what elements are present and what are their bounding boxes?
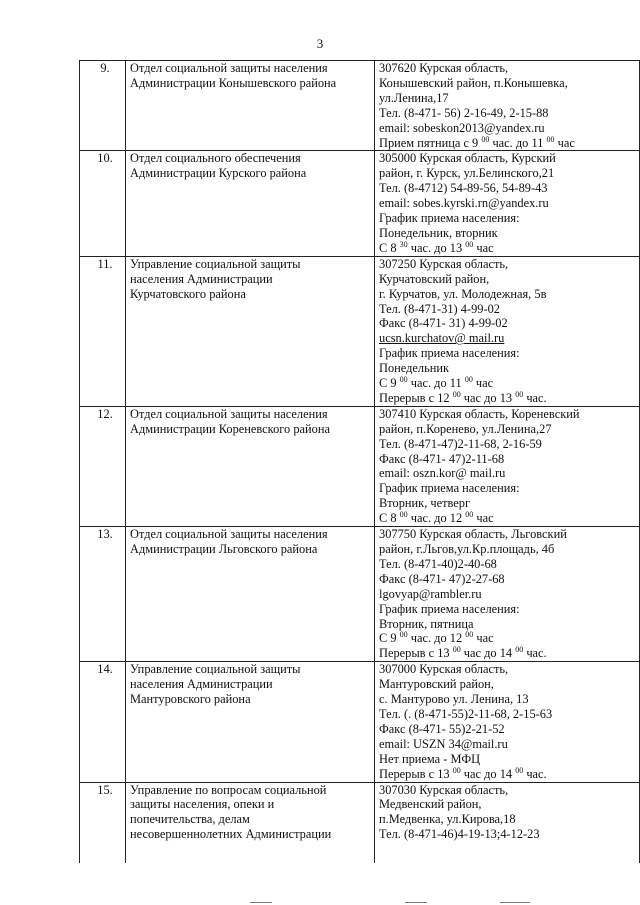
organization-name-line: Управление социальной защиты <box>130 662 301 677</box>
contact-details <box>375 406 640 526</box>
contact-line: С 9 $^{00}$ час. до 11 $^{00}$ час <box>379 375 494 391</box>
organization-name-line: Отдел социальной защиты населения <box>130 527 328 542</box>
organization-name-line: несовершеннолетних Администрации <box>130 827 332 842</box>
organization-name <box>126 256 375 406</box>
contact-line: Перерыв с 12 $^{00}$ час до 13 $^{00}$ час. <box>379 389 547 405</box>
row-number: 11. <box>80 256 126 406</box>
organization-name-line: Администрации Льговского района <box>130 542 318 556</box>
contact-line: График приема населения: <box>379 481 520 496</box>
contact-line: С 8 $^{00}$ час. до 12 $^{00}$ час <box>379 510 494 526</box>
row-number: 13. <box>80 527 126 662</box>
table-row <box>80 61 640 151</box>
contact-line: С 9 $^{00}$ час. до 12 $^{00}$ час <box>379 630 494 646</box>
row-number: 12. <box>80 406 126 526</box>
contact-details <box>375 61 640 151</box>
contact-line: район, г. Курск, ул.Белинского,21 <box>379 166 555 181</box>
contact-line: Понедельник <box>379 361 450 376</box>
contacts-table <box>79 60 640 863</box>
contact-line: Тел. (8-471-47)2-11-68, 2-16-59 <box>379 436 542 451</box>
scan-mark <box>405 902 427 903</box>
contact-line: График приема населения: <box>379 346 520 361</box>
organization-name <box>126 61 375 151</box>
organization-name-line: Мантуровского района <box>130 692 251 707</box>
organization-name <box>126 782 375 863</box>
contact-line: lgovyap@rambler.ru <box>379 586 482 601</box>
contact-line: с. Мантурово ул. Ленина, 13 <box>379 692 529 707</box>
contact-line: Факс (8-471- 47)2-11-68 <box>379 451 505 466</box>
table-row <box>80 256 640 406</box>
contact-line: Факс (8-471- 47)2-27-68 <box>379 571 505 586</box>
contact-line: Тел. (8-4712) 54-89-56, 54-89-43 <box>379 181 548 196</box>
contact-line: График приема населения: <box>379 601 520 616</box>
contact-line: 307620 Курская область, <box>379 61 509 75</box>
contact-line: район, п.Коренево, ул.Ленина,27 <box>379 421 552 436</box>
contact-line: email: USZN 34@mail.ru <box>379 736 508 751</box>
contact-line: ucsn.kurchatov@ mail.ru <box>379 331 505 346</box>
contact-line: район, г.Льгов,ул.Кр.площадь, 4б <box>379 542 555 556</box>
contact-line: Факс (8-471- 31) 4-99-02 <box>379 316 508 331</box>
contact-line: 307410 Курская область, Кореневский <box>379 406 580 421</box>
table-row <box>80 782 640 863</box>
contact-line: Перерыв с 13 $^{00}$ час до 14 $^{00}$ час. <box>379 765 547 781</box>
row-number: 10. <box>80 151 126 256</box>
contact-line: 307750 Курская область, Льговский <box>379 527 567 542</box>
organization-name-line: попечительства, делам <box>130 812 250 827</box>
organization-name-line: Управление социальной защиты <box>130 256 301 271</box>
organization-name-line: Администрации Курского района <box>130 166 307 181</box>
contact-line: Тел. (. (8-471-55)2-11-68, 2-15-63 <box>379 706 553 721</box>
organization-name <box>126 527 375 662</box>
contact-line: email: oszn.kor@ mail.ru <box>379 466 506 481</box>
organization-name-line: Администрации Конышевского района <box>130 75 337 90</box>
contact-line: п.Медвенка, ул.Кирова,18 <box>379 812 516 827</box>
contact-line: Вторник, пятница <box>379 616 474 631</box>
row-number: 14. <box>80 662 126 782</box>
contact-line: 307250 Курская область, <box>379 256 509 271</box>
page-number: 3 <box>316 36 324 51</box>
organization-name-line: населения Администрации <box>130 271 273 286</box>
organization-name-line: Администрации Кореневского района <box>130 421 330 436</box>
contact-line: Понедельник, вторник <box>379 225 498 240</box>
organization-name-line: Отдел социальной защиты населения <box>130 61 328 75</box>
contact-line: ул.Ленина,17 <box>379 90 449 105</box>
contact-line: Тел. (8-471-40)2-40-68 <box>379 556 497 571</box>
organization-name-line: Курчатовского района <box>130 286 246 301</box>
contact-line: Перерыв с 13 $^{00}$ час до 14 $^{00}$ час. <box>379 645 547 661</box>
contact-line: Мантуровский район, <box>379 677 494 692</box>
contact-line: 305000 Курская область, Курский <box>379 151 556 166</box>
contact-line: С 8 $^{30}$ час. до 13 $^{00}$ час <box>379 239 494 255</box>
organization-name <box>126 662 375 782</box>
contact-line: Конышевский район, п.Конышевка, <box>379 75 568 90</box>
organization-name <box>126 151 375 256</box>
table-row <box>80 662 640 782</box>
scan-mark <box>250 902 272 903</box>
contact-line: Тел. (8-471- 56) 2-16-49, 2-15-88 <box>379 105 549 120</box>
contact-line: Курчатовский район, <box>379 271 490 286</box>
contact-line: Тел. (8-471-46)4-19-13;4-12-23 <box>379 827 540 842</box>
contact-line: 307030 Курская область, <box>379 782 509 797</box>
contact-line: email: sobeskon2013@yandex.ru <box>379 120 545 135</box>
contact-line: Медвенский район, <box>379 797 482 812</box>
contact-line: Вторник, четверг <box>379 496 471 511</box>
contact-line: email: sobes.kyrski.rn@yandex.ru <box>379 196 549 211</box>
table-row <box>80 527 640 662</box>
contact-line: График приема населения: <box>379 211 520 226</box>
organization-name-line: Отдел социальной защиты населения <box>130 406 328 421</box>
row-number: 9. <box>80 61 126 151</box>
table-row <box>80 151 640 256</box>
contact-line: Факс (8-471- 55)2-21-52 <box>379 721 505 736</box>
organization-name-line: населения Администрации <box>130 677 273 692</box>
row-number: 15. <box>80 782 126 863</box>
organization-name <box>126 406 375 526</box>
contact-line: Прием пятница с 9 $^{00}$ час. до 11 $^{00}$ час <box>379 134 575 150</box>
contact-line: г. Курчатов, ул. Молодежная, 5в <box>379 286 547 301</box>
organization-name-line: защиты населения, опеки и <box>130 797 275 812</box>
contact-details <box>375 256 640 406</box>
contact-line: Нет приема - МФЦ <box>379 751 481 766</box>
contact-details <box>375 662 640 782</box>
scan-mark <box>500 902 530 903</box>
contact-details <box>375 527 640 662</box>
contact-line: Тел. (8-471-31) 4-99-02 <box>379 301 500 316</box>
organization-name-line: Управление по вопросам социальной <box>130 782 327 797</box>
organization-name-line: Отдел социального обеспечения <box>130 151 301 166</box>
contact-details <box>375 782 640 863</box>
table-row <box>80 406 640 526</box>
contact-line: 307000 Курская область, <box>379 662 509 677</box>
contact-details <box>375 151 640 256</box>
